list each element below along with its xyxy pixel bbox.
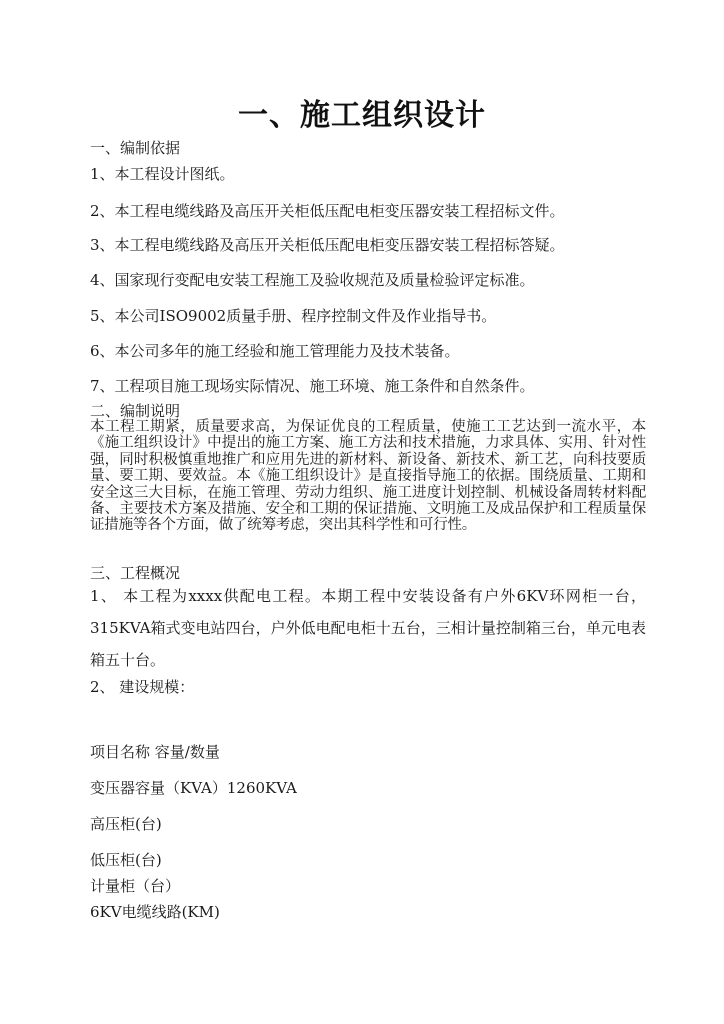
section3-heading: 三、工程概况	[90, 564, 181, 582]
basis-item-3: 3、本工程电缆线路及高压开关柜低压配电柜变压器安装工程招标答疑。	[90, 236, 565, 254]
basis-item-7: 7、工程项目施工现场实际情况、施工环境、施工条件和自然条件。	[90, 377, 535, 395]
table-row: 低压柜(台)	[90, 851, 162, 869]
basis-item-2: 2、本工程电缆线路及高压开关柜低压配电柜变压器安装工程招标文件。	[90, 202, 565, 220]
table-header: 项目名称 容量/数量	[90, 743, 220, 761]
basis-item-4: 4、国家现行变配电安装工程施工及验收规范及质量检验评定标准。	[90, 271, 535, 289]
table-row: 变压器容量（KVA）1260KVA	[90, 779, 297, 797]
table-row: 6KV电缆线路(KM)	[90, 903, 220, 921]
overview-item-1: 1、 本工程为xxxx供配电工程。本期工程中安装设备有户外6KV环网柜一台，315KVA箱式变电站四台，户外低电配电柜十五台，三相计量控制箱三台，单元电表箱五十台。	[90, 587, 646, 669]
table-row: 高压柜(台)	[90, 815, 162, 833]
section2-paragraph: 本工程工期紧，质量要求高，为保证优良的工程质量，使施工工艺达到一流水平，本《施工组织设计》中提出的施工方案、施工方法和技术措施，力求具体、实用、针对性强，同时积极慎重地推广和应用先进的新材料、新设备、新技术、新工艺，向科技要质量、要工期、要效益。本《施工组织设计》是直接指导施工的依据。围绕质量、工期和安全这三大目标，在施工管理、劳动力组织、施工进度计划控制、机械设备周转材料配备、主要技术方案及措施、安全和工期的保证措施、文明施工及成品保护和工程质量保证措施等各个方面，做了统筹考虑，突出其科学性和可行性。	[90, 419, 646, 534]
basis-item-6: 6、本公司多年的施工经验和施工管理能力及技术装备。	[90, 342, 460, 360]
document-title: 一、施工组织设计	[238, 98, 486, 133]
basis-item-1: 1、本工程设计图纸。	[90, 165, 235, 183]
basis-item-5: 5、本公司ISO9002质量手册、程序控制文件及作业指导书。	[90, 307, 497, 325]
section1-heading: 一、编制依据	[90, 139, 181, 157]
overview-item-2: 2、 建设规模：	[90, 678, 195, 696]
section2-heading: 二、编制说明	[90, 402, 181, 420]
table-row: 计量柜（台）	[90, 877, 181, 895]
